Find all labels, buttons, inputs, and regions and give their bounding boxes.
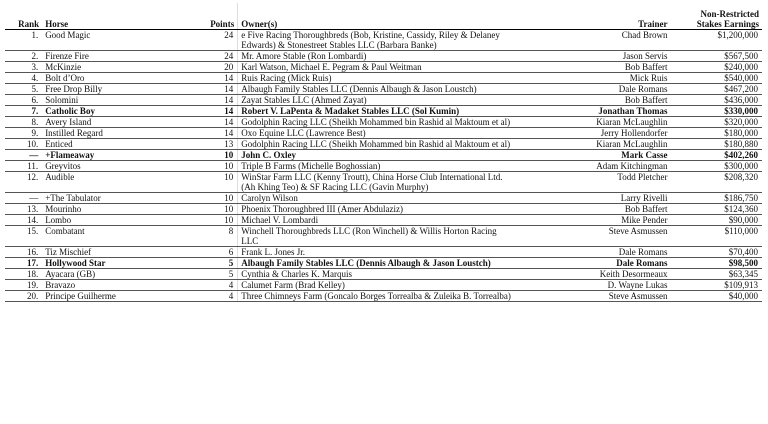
owner-cell: Godolphin Racing LLC (Sheikh Mohammed bin Rashid al Maktoum et al) — [238, 139, 519, 150]
owner-cell: Ruis Racing (Mick Ruis) — [238, 73, 519, 84]
table-row — [5, 204, 762, 215]
horse-cell: Mourinho — [42, 204, 191, 215]
horse-cell: Ayacara (GB) — [42, 269, 191, 280]
table-row — [5, 226, 762, 247]
trainer-cell: Dale Romans — [519, 84, 671, 95]
trainer-cell: Bob Baffert — [519, 204, 671, 215]
horse-cell: Enticed — [42, 139, 191, 150]
trainer-cell: Jerry Hollendorfer — [519, 128, 671, 139]
rank-cell: 10. — [5, 139, 42, 150]
table-row — [5, 128, 762, 139]
horse-header: Horse — [42, 3, 191, 30]
trainer-cell: Dale Romans — [519, 258, 671, 269]
points-cell: 6 — [191, 247, 238, 258]
rank-cell: 19. — [5, 280, 42, 291]
earnings-cell: $300,000 — [670, 161, 762, 172]
earnings-cell: $98,500 — [670, 258, 762, 269]
rank-cell: 8. — [5, 117, 42, 128]
horse-cell: Hollywood Star — [42, 258, 191, 269]
table-row — [5, 193, 762, 204]
owner-cell: Mr. Amore Stable (Ron Lombardi) — [238, 51, 519, 62]
earnings-cell: $320,000 — [670, 117, 762, 128]
horse-cell: Solomini — [42, 95, 191, 106]
earnings-cell: $63,345 — [670, 269, 762, 280]
rank-cell: 4. — [5, 73, 42, 84]
points-cell: 4 — [191, 280, 238, 291]
trainer-cell: Kiaran McLaughlin — [519, 117, 671, 128]
table-body — [5, 30, 762, 302]
table-row — [5, 150, 762, 161]
table-row — [5, 95, 762, 106]
points-header: Points — [191, 3, 238, 30]
owner-cell: Robert V. LaPenta & Madaket Stables LLC (Sol Kumin) — [238, 106, 519, 117]
horse-cell: Good Magic — [42, 30, 191, 51]
points-cell: 10 — [191, 215, 238, 226]
trainer-cell: Jonathan Thomas — [519, 106, 671, 117]
earnings-cell: $402,260 — [670, 150, 762, 161]
earnings-cell: $186,750 — [670, 193, 762, 204]
table-row — [5, 73, 762, 84]
points-cell: 14 — [191, 128, 238, 139]
table-row — [5, 106, 762, 117]
owner-cell: Calumet Farm (Brad Kelley) — [238, 280, 519, 291]
earnings-cell: $208,320 — [670, 172, 762, 193]
table-row — [5, 51, 762, 62]
points-cell: 5 — [191, 269, 238, 280]
trainer-cell: Bob Baffert — [519, 95, 671, 106]
horse-cell: Greyvitos — [42, 161, 191, 172]
rank-cell: 2. — [5, 51, 42, 62]
table-row — [5, 172, 762, 193]
trainer-cell: D. Wayne Lukas — [519, 280, 671, 291]
rank-cell: 20. — [5, 291, 42, 302]
rank-cell: — — [5, 193, 42, 204]
trainer-cell: Steve Asmussen — [519, 291, 671, 302]
earnings-cell: $90,000 — [670, 215, 762, 226]
owner-cell: Godolphin Racing LLC (Sheikh Mohammed bin Rashid al Maktoum et al) — [238, 117, 519, 128]
earnings-cell: $124,360 — [670, 204, 762, 215]
rank-cell: 16. — [5, 247, 42, 258]
table-row — [5, 62, 762, 73]
table-row — [5, 215, 762, 226]
owner-cell: Karl Watson, Michael E. Pegram & Paul Weitman — [238, 62, 519, 73]
horse-cell: Firenze Fire — [42, 51, 191, 62]
trainer-header: Trainer — [519, 3, 671, 30]
horse-cell: Free Drop Billy — [42, 84, 191, 95]
rank-cell: 17. — [5, 258, 42, 269]
earnings-header-line2: Stakes Earnings — [696, 19, 759, 29]
horse-cell: Bravazo — [42, 280, 191, 291]
horse-cell: Principe Guilherme — [42, 291, 191, 302]
table-row — [5, 291, 762, 302]
points-cell: 10 — [191, 150, 238, 161]
trainer-cell: Steve Asmussen — [519, 226, 671, 247]
table-row — [5, 84, 762, 95]
trainer-cell: Mick Ruis — [519, 73, 671, 84]
rank-cell: 3. — [5, 62, 42, 73]
owner-cell: Albaugh Family Stables LLC (Dennis Albaugh & Jason Loustch) — [238, 258, 519, 269]
trainer-cell: Larry Rivelli — [519, 193, 671, 204]
trainer-cell: Mark Casse — [519, 150, 671, 161]
points-cell: 20 — [191, 62, 238, 73]
points-cell: 14 — [191, 73, 238, 84]
earnings-cell: $180,000 — [670, 128, 762, 139]
points-cell: 10 — [191, 204, 238, 215]
earnings-cell: $40,000 — [670, 291, 762, 302]
trainer-cell: Jason Servis — [519, 51, 671, 62]
horse-cell: Audible — [42, 172, 191, 193]
owner-cell: Zayat Stables LLC (Ahmed Zayat) — [238, 95, 519, 106]
points-cell: 24 — [191, 30, 238, 51]
earnings-cell: $467,200 — [670, 84, 762, 95]
header-row — [5, 3, 762, 30]
owner-cell: Oxo Equine LLC (Lawrence Best) — [238, 128, 519, 139]
owner-cell: e Five Racing Thoroughbreds (Bob, Kristine, Cassidy, Riley & Delaney Edwards) & Stonestreet Stables LLC (Barbara Banke) — [238, 30, 519, 51]
earnings-cell: $567,500 — [670, 51, 762, 62]
trainer-cell: Bob Baffert — [519, 62, 671, 73]
trainer-cell: Todd Pletcher — [519, 172, 671, 193]
earnings-cell: $330,000 — [670, 106, 762, 117]
rank-cell: 1. — [5, 30, 42, 51]
earnings-cell: $180,880 — [670, 139, 762, 150]
earnings-cell: $109,913 — [670, 280, 762, 291]
horse-cell: Bolt d’Oro — [42, 73, 191, 84]
rank-cell: 5. — [5, 84, 42, 95]
rank-cell: 9. — [5, 128, 42, 139]
rank-cell: 7. — [5, 106, 42, 117]
table-row — [5, 161, 762, 172]
owner-cell: Michael V. Lombardi — [238, 215, 519, 226]
rank-cell: 6. — [5, 95, 42, 106]
rank-cell: 11. — [5, 161, 42, 172]
horse-cell: Catholic Boy — [42, 106, 191, 117]
owner-cell: Triple B Farms (Michelle Boghossian) — [238, 161, 519, 172]
points-cell: 14 — [191, 106, 238, 117]
trainer-cell: Adam Kitchingman — [519, 161, 671, 172]
rank-cell: — — [5, 150, 42, 161]
earnings-cell: $240,000 — [670, 62, 762, 73]
owner-cell: John C. Oxley — [238, 150, 519, 161]
points-cell: 4 — [191, 291, 238, 302]
horse-cell: +The Tabulator — [42, 193, 191, 204]
points-cell: 10 — [191, 172, 238, 193]
horse-cell: McKinzie — [42, 62, 191, 73]
earnings-cell: $70,400 — [670, 247, 762, 258]
owner-cell: Three Chimneys Farm (Goncalo Borges Torrealba & Zuleika B. Torrealba) — [238, 291, 519, 302]
horse-cell: Instilled Regard — [42, 128, 191, 139]
points-cell: 10 — [191, 161, 238, 172]
rank-cell: 15. — [5, 226, 42, 247]
standings-table — [5, 3, 762, 302]
rank-cell: 13. — [5, 204, 42, 215]
points-cell: 13 — [191, 139, 238, 150]
trainer-cell: Kiaran McLaughlin — [519, 139, 671, 150]
owner-cell: Frank L. Jones Jr. — [238, 247, 519, 258]
owner-cell: Cynthia & Charles K. Marquis — [238, 269, 519, 280]
owner-cell: Winchell Thoroughbreds LLC (Ron Winchell) & Willis Horton Racing LLC — [238, 226, 519, 247]
owners-header: Owner(s) — [238, 3, 519, 30]
points-cell: 24 — [191, 51, 238, 62]
trainer-cell: Chad Brown — [519, 30, 671, 51]
table-row — [5, 269, 762, 280]
horse-cell: Avery Island — [42, 117, 191, 128]
table-row — [5, 30, 762, 51]
points-cell: 10 — [191, 193, 238, 204]
rank-cell: 12. — [5, 172, 42, 193]
points-cell: 14 — [191, 84, 238, 95]
points-cell: 5 — [191, 258, 238, 269]
earnings-cell: $1,200,000 — [670, 30, 762, 51]
horse-cell: Tiz Mischief — [42, 247, 191, 258]
table-row — [5, 258, 762, 269]
owner-cell: Carolyn Wilson — [238, 193, 519, 204]
owner-cell: WinStar Farm LLC (Kenny Troutt), China Horse Club International Ltd. (Ah Khing Teo) & SF Racing LLC (Gavin Murphy) — [238, 172, 519, 193]
table-row — [5, 139, 762, 150]
earnings-cell: $110,000 — [670, 226, 762, 247]
trainer-cell: Mike Pender — [519, 215, 671, 226]
rank-cell: 14. — [5, 215, 42, 226]
table-row — [5, 117, 762, 128]
points-cell: 14 — [191, 95, 238, 106]
horse-cell: Combatant — [42, 226, 191, 247]
trainer-cell: Keith Desormeaux — [519, 269, 671, 280]
points-cell: 14 — [191, 117, 238, 128]
owner-cell: Phoenix Thoroughbred III (Amer Abdulaziz) — [238, 204, 519, 215]
horse-cell: Lombo — [42, 215, 191, 226]
trainer-cell: Dale Romans — [519, 247, 671, 258]
earnings-cell: $436,000 — [670, 95, 762, 106]
rank-cell: 18. — [5, 269, 42, 280]
owner-cell: Albaugh Family Stables LLC (Dennis Albaugh & Jason Loustch) — [238, 84, 519, 95]
points-cell: 8 — [191, 226, 238, 247]
table-row — [5, 247, 762, 258]
horse-cell: +Flameaway — [42, 150, 191, 161]
earnings-cell: $540,000 — [670, 73, 762, 84]
rank-header: Rank — [5, 3, 42, 30]
table-row — [5, 280, 762, 291]
earnings-header-line1: Non-Restricted — [700, 9, 759, 19]
earnings-header — [670, 3, 762, 30]
